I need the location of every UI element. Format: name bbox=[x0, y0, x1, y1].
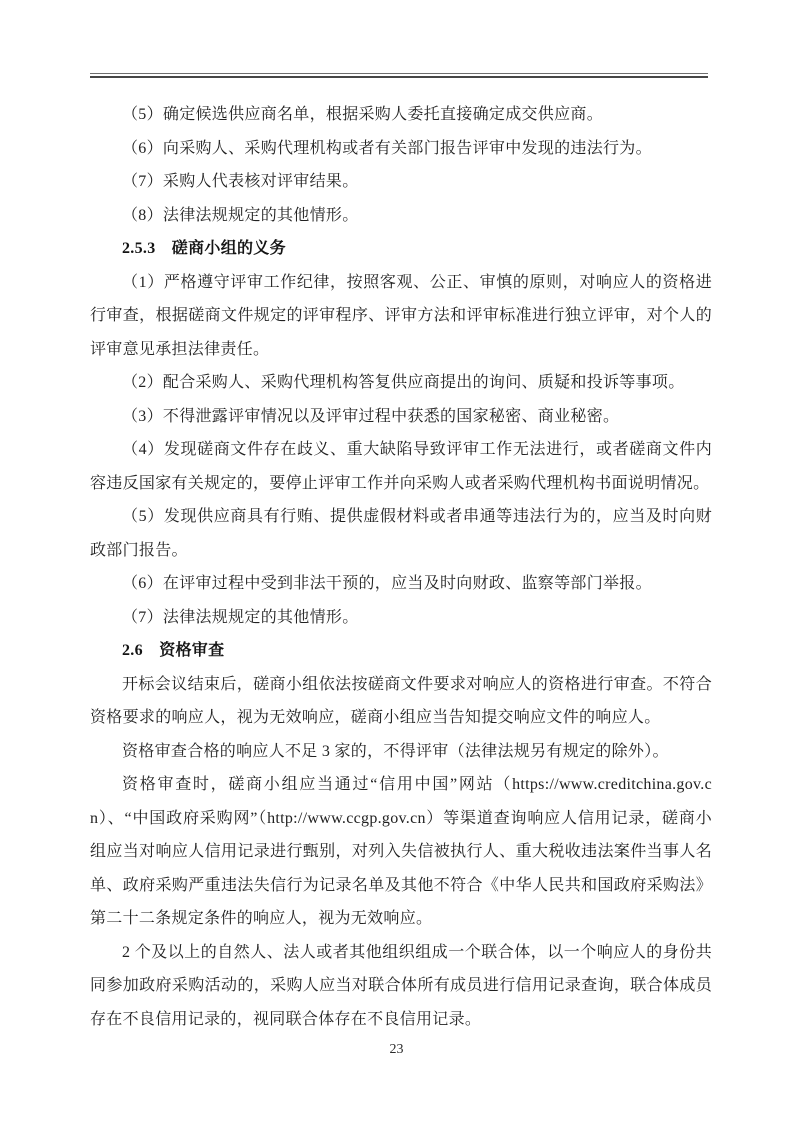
qualification-paragraph-consortium: 2 个及以上的自然人、法人或者其他组织组成一个联合体，以一个响应人的身份共同参加政府采购活动的，采购人应当对联合体所有成员进行信用记录查询，联合体成员存在不良信用记录的，视同联合体存在不良信用记录。 bbox=[90, 943, 712, 1028]
duty-item-6: （6）在评审过程中受到非法干预的，应当及时向财政、监察等部门举报。 bbox=[122, 575, 652, 592]
qualification-paragraph-1: 开标会议结束后，磋商小组依法按磋商文件要求对响应人的资格进行审查。不符合资格要求的响应人，视为无效响应，磋商小组应当告知提交响应文件的响应人。 bbox=[90, 675, 712, 726]
duty-item-5: （5）发现供应商具有行贿、提供虚假材料或者串通等违法行为的，应当及时向财政部门报告。 bbox=[90, 508, 712, 559]
duty-item-4: （4）发现磋商文件存在歧义、重大缺陷导致评审工作无法进行，或者磋商文件内容违反国家有关规定的，要停止评审工作并向采购人或者采购代理机构书面说明情况。 bbox=[90, 441, 712, 492]
list-item-6: （6）向采购人、采购代理机构或者有关部门报告评审中发现的违法行为。 bbox=[122, 139, 652, 157]
qualification-paragraph-2: 资格审查合格的响应人不足 3 家的，不得评审（法律法规另有规定的除外）。 bbox=[122, 742, 669, 760]
document-content bbox=[90, 98, 712, 1036]
list-item-5: （5）确定候选供应商名单，根据采购人委托直接确定成交供应商。 bbox=[122, 106, 604, 123]
duty-item-7: （7）法律法规规定的其他情形。 bbox=[122, 608, 359, 626]
page-footer bbox=[0, 1040, 793, 1058]
list-item-7: （7）采购人代表核对评审结果。 bbox=[122, 173, 359, 190]
list-item-8: （8）法律法规规定的其他情形。 bbox=[122, 206, 359, 224]
qualification-paragraph-credit-check: 资格审查时，磋商小组应当通过“信用中国”网站（https://www.creditchina.gov.cn）、“中国政府采购网”（http://www.ccgp.gov.cn）等渠道查询响应人信用记录，磋商小组应当对响应人信用记录进行甄别，对列入失信被执行人、重大税收违法案件当事人名单、政府采购严重违法失信行为记录名单及其他不符合《中华人民共和国政府采购法》第二十二条规定条件的响应人，视为无效响应。 bbox=[90, 776, 712, 927]
section-heading-2-6: 2.6 资格审查 bbox=[122, 642, 225, 659]
duty-item-3: （3）不得泄露评审情况以及评审过程中获悉的国家秘密、商业秘密。 bbox=[122, 407, 620, 425]
section-heading-2-5-3: 2.5.3 磋商小组的义务 bbox=[122, 240, 286, 257]
page-number: 23 bbox=[389, 1042, 404, 1057]
duty-item-1: （1）严格遵守评审工作纪律，按照客观、公正、审慎的原则，对响应人的资格进行审查，根据磋商文件规定的评审程序、评审方法和评审标准进行独立评审，对个人的评审意见承担法律责任。 bbox=[90, 273, 712, 358]
duty-item-2: （2）配合采购人、采购代理机构答复供应商提出的询问、质疑和投诉等事项。 bbox=[122, 374, 685, 391]
header-rule bbox=[90, 73, 708, 78]
